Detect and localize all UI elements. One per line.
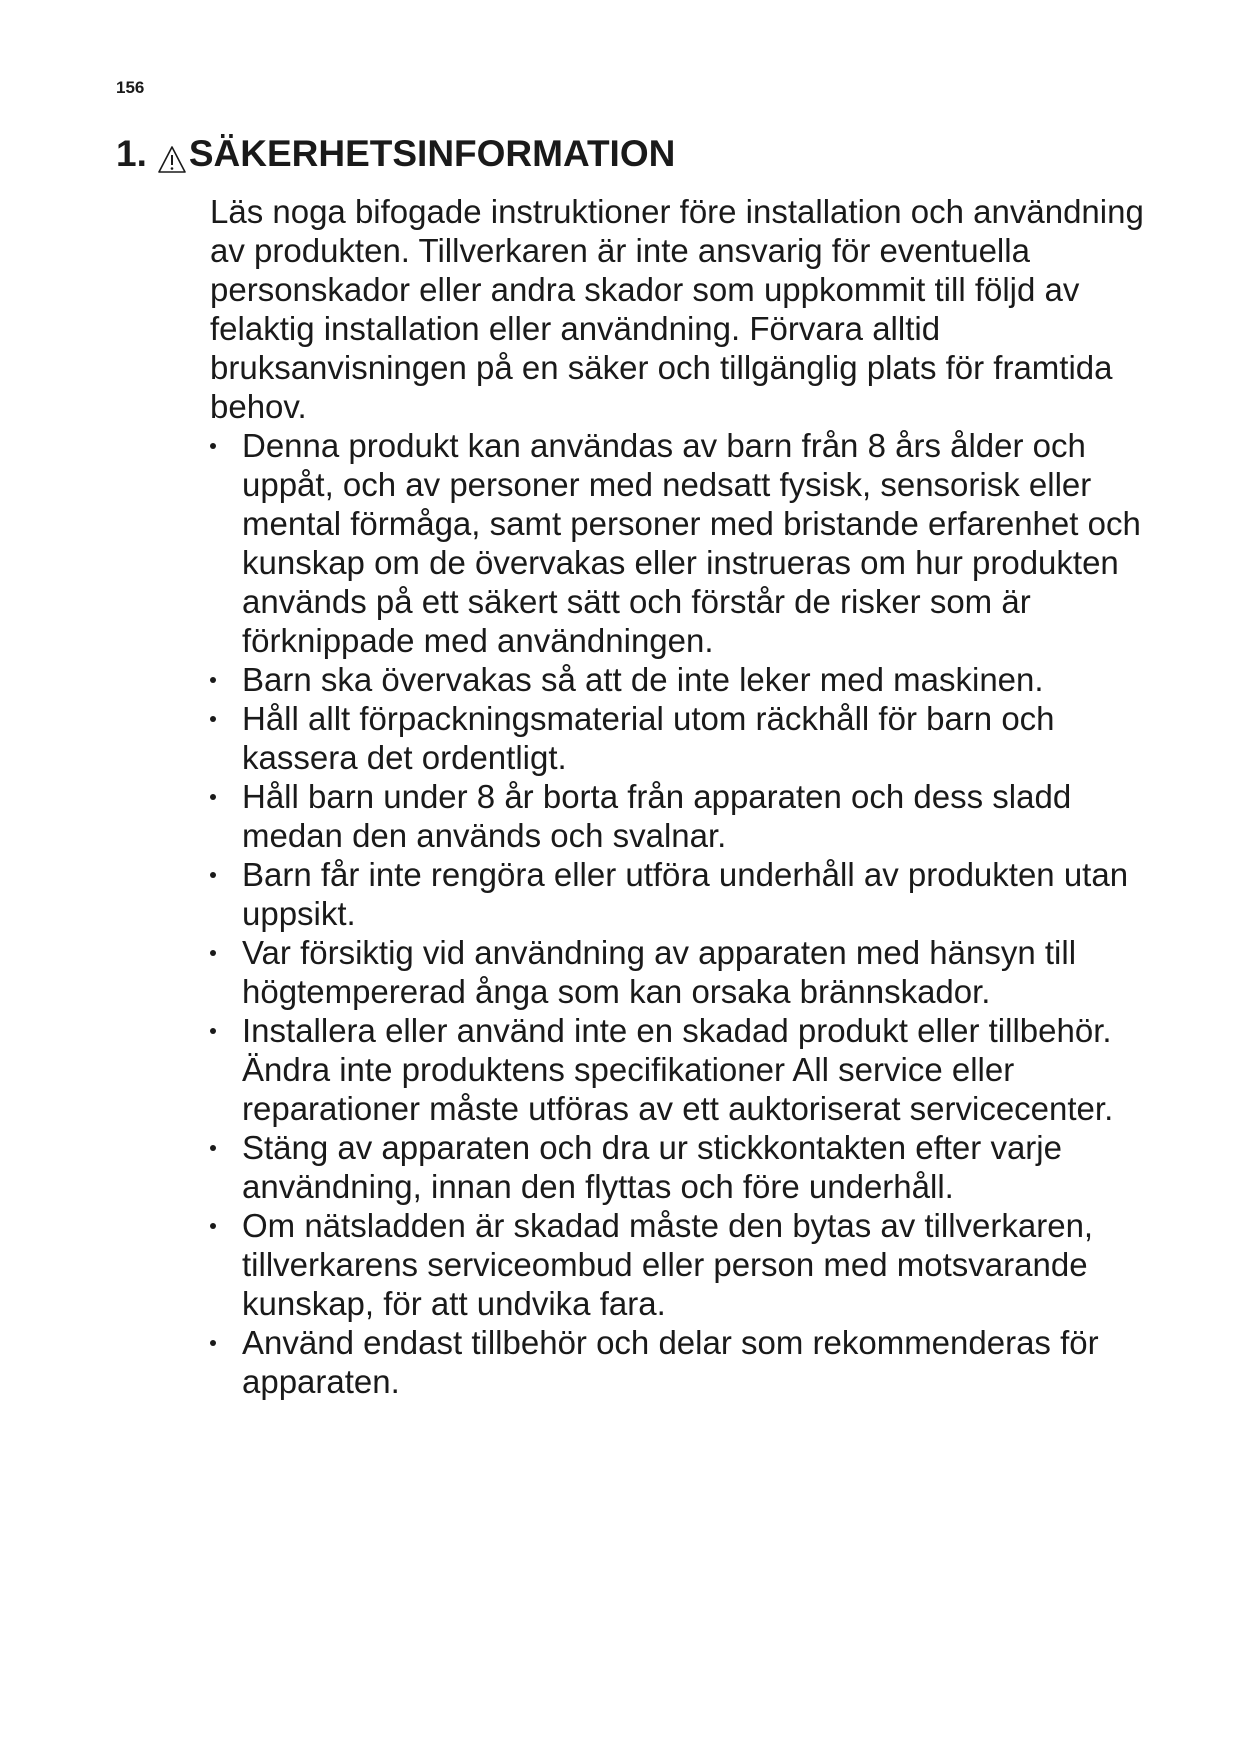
safety-content: [210, 192, 1170, 1401]
section-title: SÄKERHETSINFORMATION: [188, 133, 676, 174]
list-item-text: Installera eller använd inte en skadad produkt eller tillbehör. Ändra inte produktens specifikationer All service eller reparationer måste utföras av ett auktoriserat servicecenter.: [242, 1012, 1114, 1127]
bullet-dot-icon: [210, 677, 216, 683]
section-number: 1.: [116, 133, 147, 174]
list-item-text: Var försiktig vid användning av apparaten med hänsyn till högtempererad ånga som kan orsaka brännskador.: [242, 934, 1077, 1010]
bullet-dot-icon: [210, 950, 216, 956]
list-item: [210, 777, 1170, 855]
list-item: [210, 1011, 1170, 1128]
list-item-text: Håll barn under 8 år borta från apparaten och dess sladd medan den används och svalnar.: [242, 778, 1072, 854]
bullet-dot-icon: [210, 1145, 216, 1151]
list-item: [210, 1323, 1170, 1401]
bullet-dot-icon: [210, 1223, 216, 1229]
bullet-dot-icon: [210, 1340, 216, 1346]
list-item-text: Använd endast tillbehör och delar som rekommenderas för apparaten.: [242, 1324, 1099, 1400]
page-number: 156: [116, 78, 145, 97]
section-heading: [116, 132, 675, 176]
list-item: [210, 426, 1170, 660]
list-item: [210, 660, 1170, 699]
list-item-text: Barn får inte rengöra eller utföra underhåll av produkten utan uppsikt.: [242, 856, 1129, 932]
list-item: [210, 933, 1170, 1011]
bullet-dot-icon: [210, 716, 216, 722]
list-item-text: Håll allt förpackningsmaterial utom räckhåll för barn och kassera det ordentligt.: [242, 700, 1055, 776]
list-item: [210, 1128, 1170, 1206]
intro-paragraph: Läs noga bifogade instruktioner före installation och användning av produkten. Tillverkaren är inte ansvarig för eventuella personskador eller andra skador som uppkommit till följd av felaktig installation eller användning. Förvara alltid bruksanvisningen på en säker och tillgänglig plats för framtida behov.: [210, 193, 1144, 425]
list-item-text: Om nätsladden är skadad måste den bytas av tillverkaren, tillverkarens serviceombud eller person med motsvarande kunskap, för att undvika fara.: [242, 1207, 1094, 1322]
list-item: [210, 1206, 1170, 1323]
warning-triangle-icon: [157, 141, 187, 171]
bullet-dot-icon: [210, 443, 216, 449]
safety-bullet-list: [210, 426, 1170, 1401]
bullet-dot-icon: [210, 794, 216, 800]
list-item: [210, 699, 1170, 777]
bullet-dot-icon: [210, 872, 216, 878]
list-item-text: Denna produkt kan användas av barn från 8 års ålder och uppåt, och av personer med nedsatt fysisk, sensorisk eller mental förmåga, samt personer med bristande erfarenhet och kunskap om de övervakas eller instrueras om hur produkten används på ett säkert sätt och förstår de risker som är förknippade med användningen.: [242, 427, 1141, 659]
list-item-text: Barn ska övervakas så att de inte leker med maskinen.: [242, 661, 1044, 698]
bullet-dot-icon: [210, 1028, 216, 1034]
list-item-text: Stäng av apparaten och dra ur stickkontakten efter varje användning, innan den flyttas och före underhåll.: [242, 1129, 1062, 1205]
list-item: [210, 855, 1170, 933]
